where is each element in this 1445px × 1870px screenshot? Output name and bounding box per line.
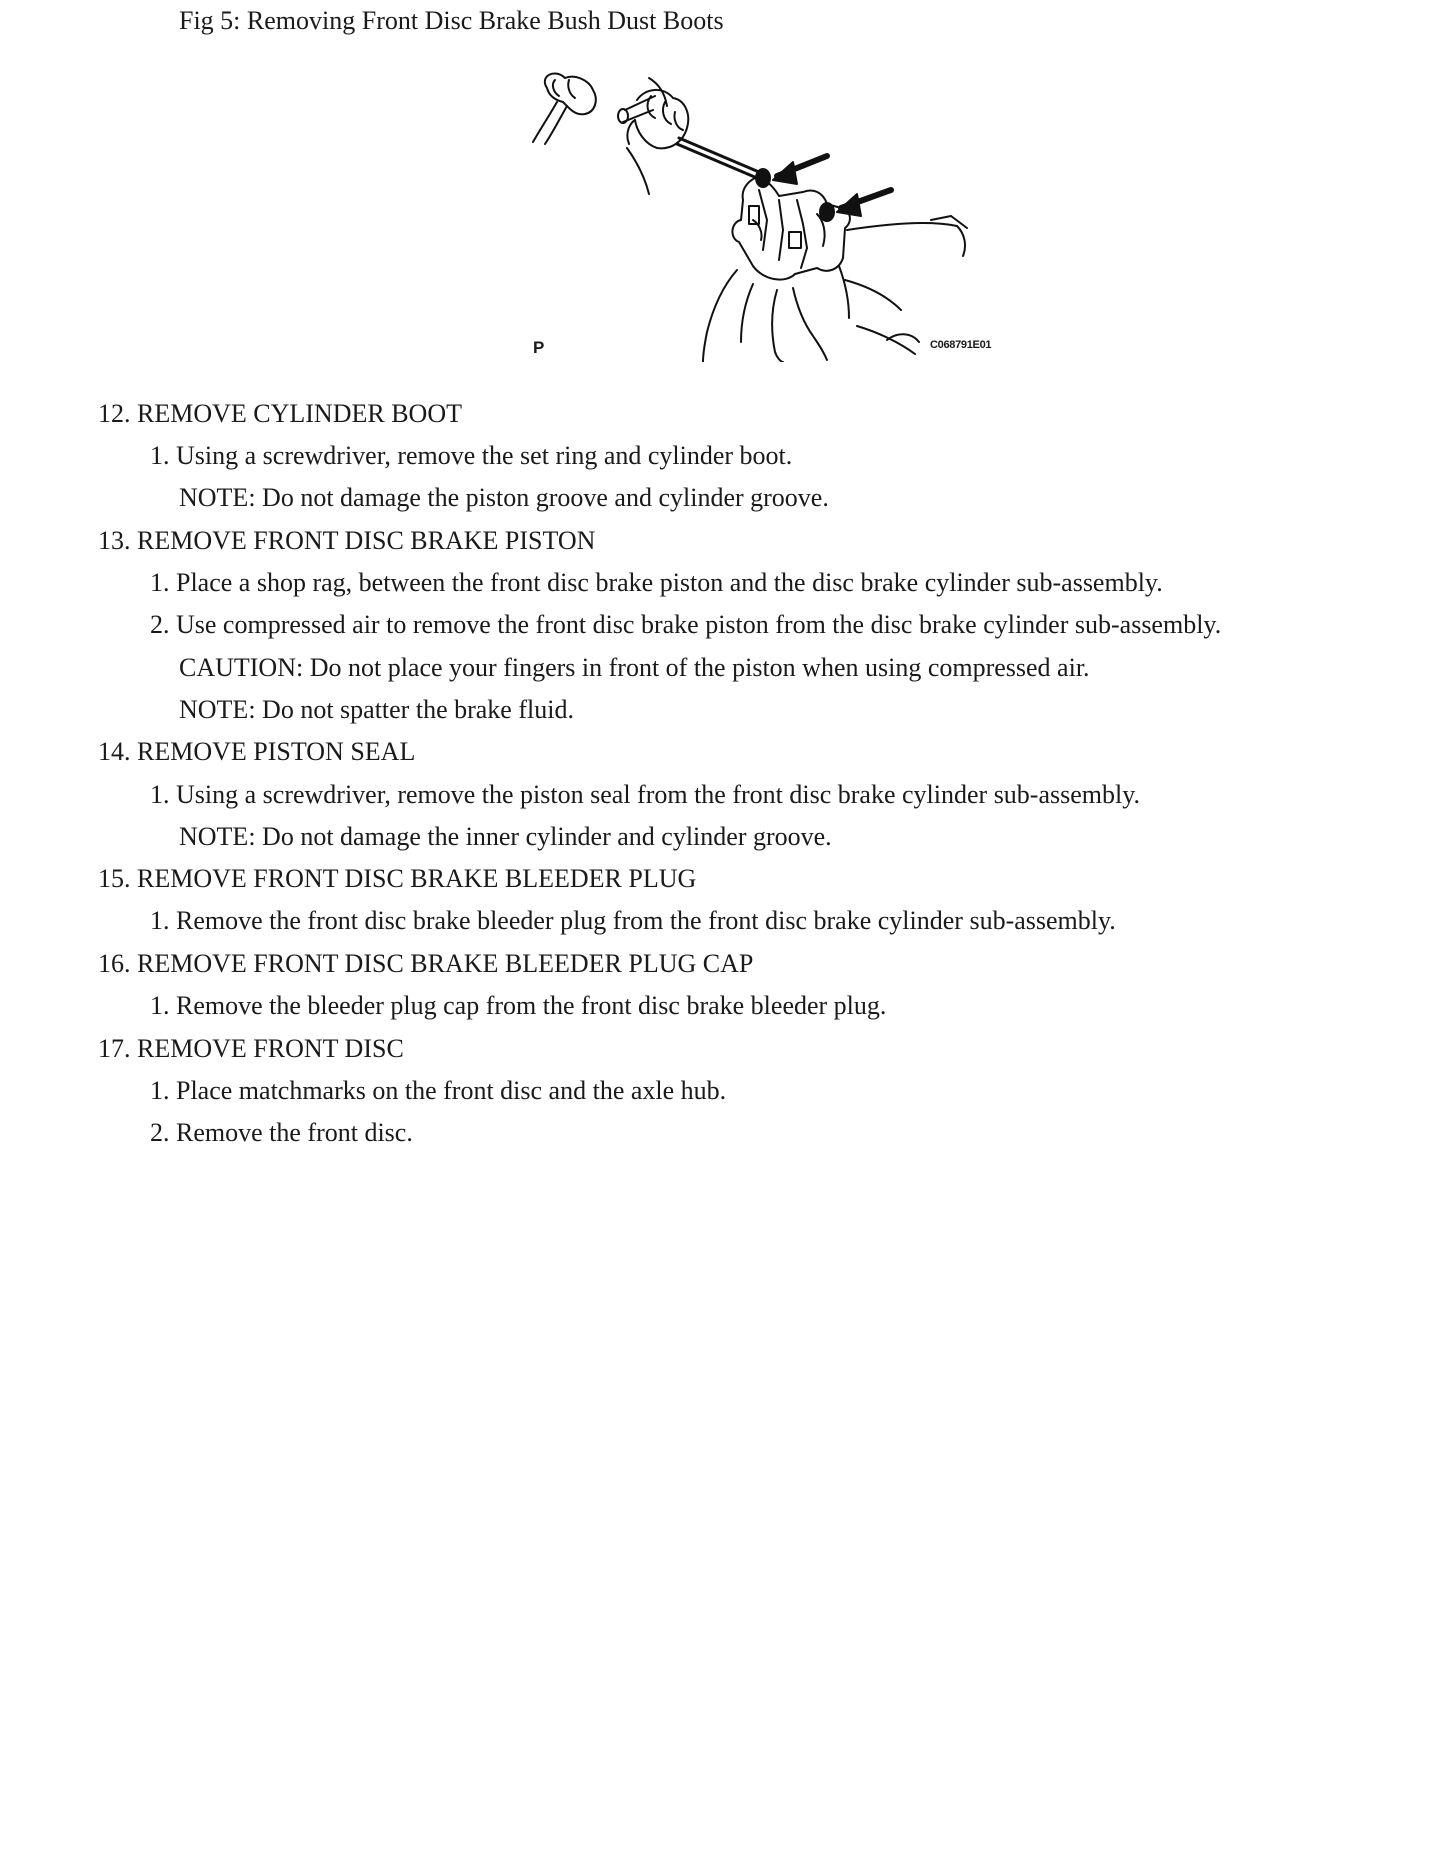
figure-code-label: C068791E01 xyxy=(930,339,992,351)
step-title: REMOVE FRONT DISC xyxy=(137,1034,404,1063)
substep-text: Place matchmarks on the front disc and the axle hub. xyxy=(176,1076,727,1105)
step-14-note: NOTE: Do not damage the inner cylinder and cylinder groove. xyxy=(179,822,832,851)
brake-diagram-illustration xyxy=(527,70,1007,362)
substep-text: Using a screwdriver, remove the piston seal from the front disc brake cylinder sub-assembly. xyxy=(176,780,1141,809)
step-17-substep-2 xyxy=(150,1116,413,1150)
step-title: REMOVE CYLINDER BOOT xyxy=(137,399,462,428)
step-16-heading xyxy=(98,947,753,981)
step-13-caution: CAUTION: Do not place your fingers in front of the piston when using compressed air. xyxy=(179,653,1090,682)
step-number: 13. xyxy=(98,526,131,555)
step-16-substep-1 xyxy=(150,989,886,1023)
step-title: REMOVE FRONT DISC BRAKE PISTON xyxy=(137,526,596,555)
step-title: REMOVE FRONT DISC BRAKE BLEEDER PLUG xyxy=(137,864,697,893)
step-title: REMOVE FRONT DISC BRAKE BLEEDER PLUG CAP xyxy=(137,949,754,978)
substep-number: 1. xyxy=(150,568,170,597)
step-number: 12. xyxy=(98,399,131,428)
figure-caption: Fig 5: Removing Front Disc Brake Bush Dust Boots xyxy=(179,6,724,35)
brake-diagram-figure xyxy=(527,70,1007,362)
step-title: REMOVE PISTON SEAL xyxy=(137,737,416,766)
step-13-note: NOTE: Do not spatter the brake fluid. xyxy=(179,695,574,724)
step-13-substep-2 xyxy=(150,608,1221,642)
step-number: 14. xyxy=(98,737,131,766)
step-15-heading xyxy=(98,862,696,896)
step-12-note: NOTE: Do not damage the piston groove and cylinder groove. xyxy=(179,483,829,512)
substep-text: Using a screwdriver, remove the set ring and cylinder boot. xyxy=(176,441,793,470)
step-number: 16. xyxy=(98,949,131,978)
substep-number: 1. xyxy=(150,991,170,1020)
substep-text: Place a shop rag, between the front disc brake piston and the disc brake cylinder sub-assembly. xyxy=(176,568,1163,597)
substep-text: Remove the bleeder plug cap from the front disc brake bleeder plug. xyxy=(176,991,887,1020)
step-12-heading xyxy=(98,397,462,431)
step-14-heading xyxy=(98,735,415,769)
substep-number: 2. xyxy=(150,1118,170,1147)
substep-number: 1. xyxy=(150,906,170,935)
substep-text: Use compressed air to remove the front disc brake piston from the disc brake cylinder sub-assembly. xyxy=(176,610,1222,639)
substep-text: Remove the front disc brake bleeder plug from the front disc brake cylinder sub-assembly. xyxy=(176,906,1116,935)
step-17-substep-1 xyxy=(150,1074,726,1108)
substep-number: 1. xyxy=(150,441,170,470)
substep-number: 1. xyxy=(150,780,170,809)
step-12-substep-1 xyxy=(150,439,792,473)
step-13-heading xyxy=(98,524,595,558)
step-number: 15. xyxy=(98,864,131,893)
substep-text: Remove the front disc. xyxy=(176,1118,413,1147)
figure-corner-label: P xyxy=(533,338,545,357)
substep-number: 2. xyxy=(150,610,170,639)
step-15-substep-1 xyxy=(150,904,1116,938)
step-number: 17. xyxy=(98,1034,131,1063)
step-17-heading xyxy=(98,1032,404,1066)
substep-number: 1. xyxy=(150,1076,170,1105)
step-13-substep-1 xyxy=(150,566,1163,600)
step-14-substep-1 xyxy=(150,778,1140,812)
